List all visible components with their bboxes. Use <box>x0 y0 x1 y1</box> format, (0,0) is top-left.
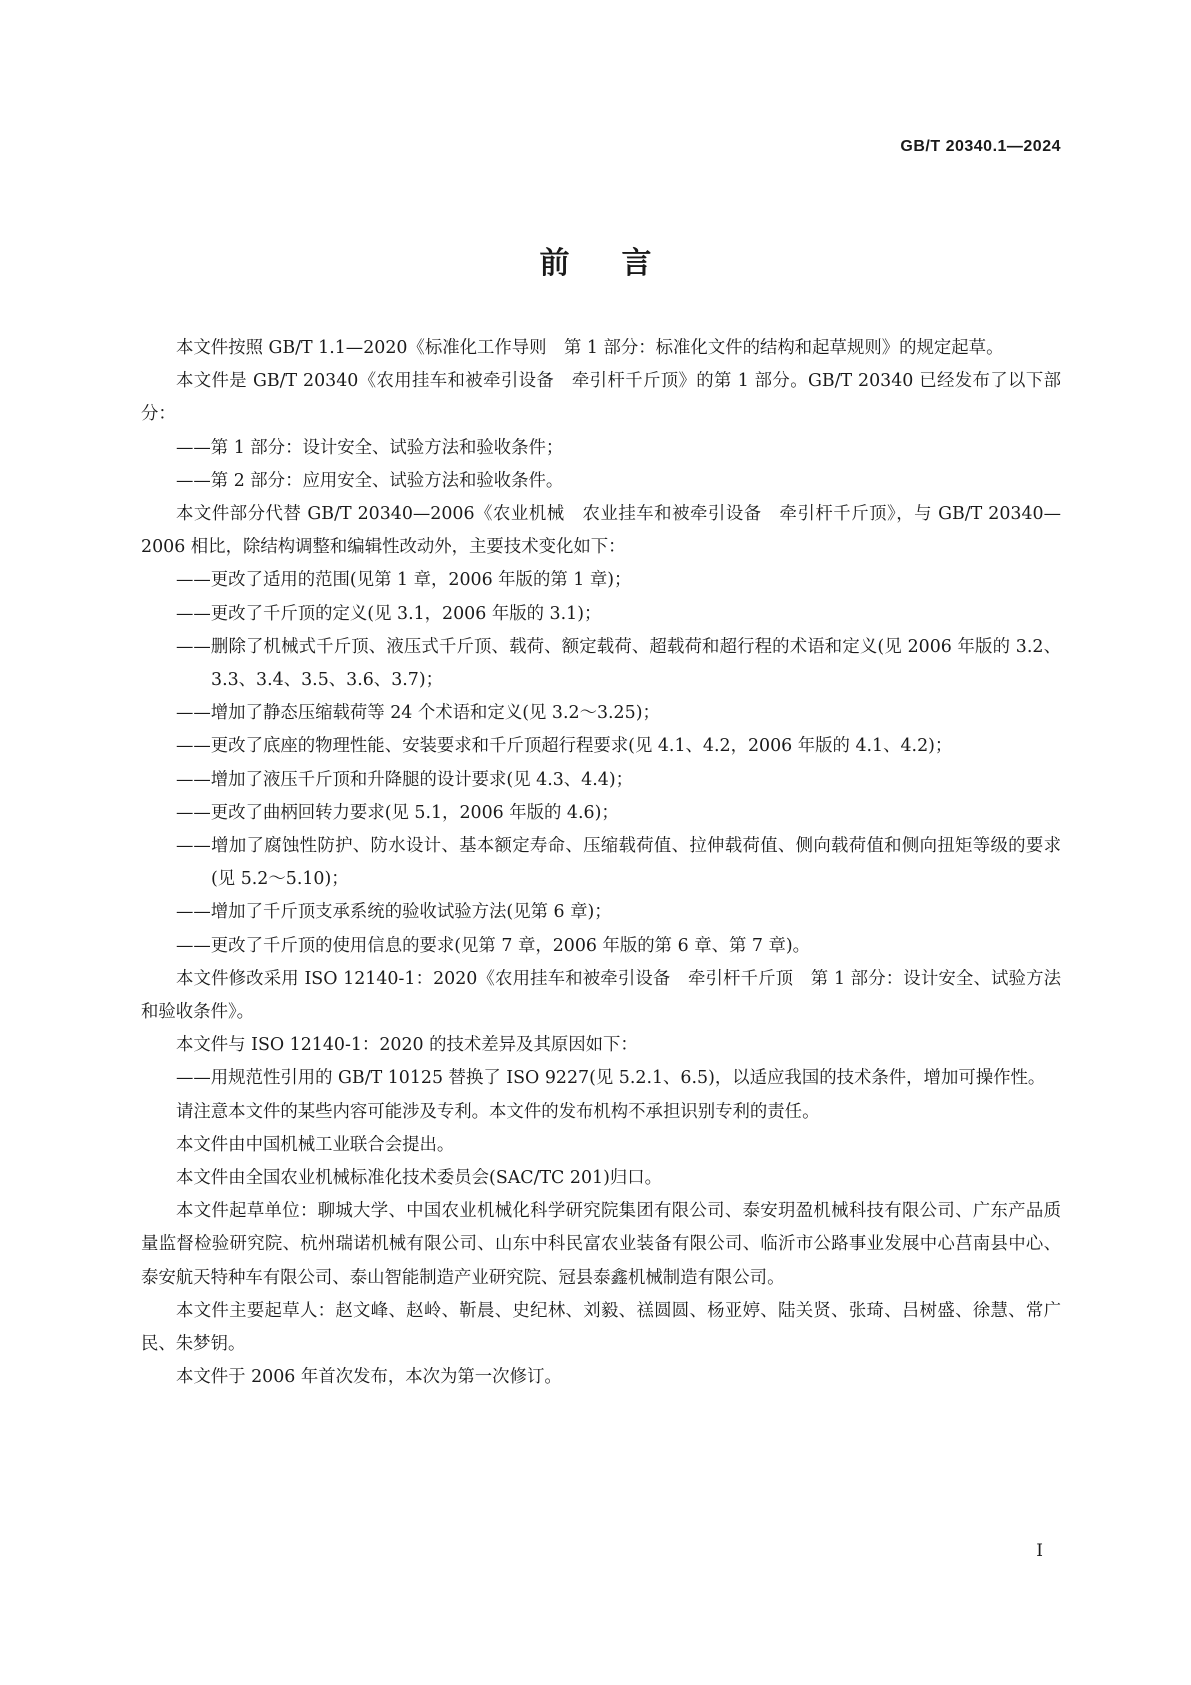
paragraph: 本文件由全国农业机械标准化技术委员会(SAC/TC 201)归口。 <box>176 1168 663 1189</box>
list-item: ——第 1 部分：设计安全、试验方法和验收条件； <box>176 437 564 458</box>
page-number: I <box>1036 1541 1043 1561</box>
paragraph: 本文件部分代替 GB/T 20340—2006《农业机械 农业挂车和被牵引设备 牵引杆千斤顶》，与 GB/T 20340—2006 相比，除结构调整和编辑性改动外，主要技术变化如下： <box>141 504 1061 558</box>
list-item: ——更改了千斤顶的使用信息的要求(见第 7 章，2006 年版的第 6 章、第 7 章)。 <box>176 935 811 956</box>
document-number: GB/T 20340.1—2024 <box>900 138 1061 155</box>
paragraph: 本文件修改采用 ISO 12140-1：2020《农用挂车和被牵引设备 牵引杆千斤顶 第 1 部分：设计安全、试验方法和验收条件》。 <box>141 968 1061 1023</box>
list-item: ——更改了适用的范围(见第 1 章，2006 年版的第 1 章)； <box>176 570 632 591</box>
foreword-body <box>141 332 1061 1395</box>
page-title: 前言 <box>539 246 704 281</box>
paragraph: 本文件由中国机械工业联合会提出。 <box>176 1134 455 1155</box>
list-item: ——增加了腐蚀性防护、防水设计、基本额定寿命、压缩载荷值、拉伸载荷值、侧向载荷值和侧向扭矩等级的要求(见 5.2～5.10)； <box>176 836 1061 890</box>
list-item: ——用规范性引用的 GB/T 10125 替换了 ISO 9227(见 5.2.1、6.5)，以适应我国的技术条件，增加可操作性。 <box>176 1068 1046 1089</box>
paragraph: 请注意本文件的某些内容可能涉及专利。本文件的发布机构不承担识别专利的责任。 <box>176 1101 820 1122</box>
list-item: ——更改了千斤顶的定义(见 3.1，2006 年版的 3.1)； <box>176 603 602 624</box>
list-item: ——增加了静态压缩载荷等 24 个术语和定义(见 3.2～3.25)； <box>176 703 660 724</box>
paragraph: 本文件主要起草人：赵文峰、赵岭、靳晨、史纪林、刘毅、禚圆圆、杨亚婷、陆关贤、张琦、吕树盛、徐慧、常广民、朱梦钥。 <box>141 1300 1061 1355</box>
list-item: ——更改了曲柄回转力要求(见 5.1，2006 年版的 4.6)； <box>176 802 619 823</box>
paragraph: 本文件与 ISO 12140-1：2020 的技术差异及其原因如下： <box>176 1035 638 1056</box>
list-item: ——更改了底座的物理性能、安装要求和千斤顶超行程要求(见 4.1、4.2，2006 年版的 4.1、4.2)； <box>176 736 953 757</box>
paragraph: 本文件起草单位：聊城大学、中国农业机械化科学研究院集团有限公司、泰安玥盈机械科技有限公司、广东产品质量监督检验研究院、杭州瑞诺机械有限公司、山东中科民富农业装备有限公司、临沂市公路事业发展中心莒南县中心、泰安航天特种车有限公司、泰山智能制造产业研究院、冠县泰鑫机械制造有限公司。 <box>141 1201 1061 1288</box>
list-item: ——增加了液压千斤顶和升降腿的设计要求(见 4.3、4.4)； <box>176 769 634 790</box>
paragraph: 本文件于 2006 年首次发布，本次为第一次修订。 <box>176 1367 562 1388</box>
paragraph: 本文件按照 GB/T 1.1—2020《标准化工作导则 第 1 部分：标准化文件的结构和起草规则》的规定起草。 <box>176 338 1004 358</box>
list-item: ——增加了千斤顶支承系统的验收试验方法(见第 6 章)； <box>176 902 612 923</box>
list-item: ——第 2 部分：应用安全、试验方法和验收条件。 <box>176 470 564 491</box>
list-item: ——删除了机械式千斤顶、液压式千斤顶、载荷、额定载荷、超载荷和超行程的术语和定义(见 2006 年版的 3.2、3.3、3.4、3.5、3.6、3.7)； <box>176 636 1061 691</box>
paragraph: 本文件是 GB/T 20340《农用挂车和被牵引设备 牵引杆千斤顶》的第 1 部分。GB/T 20340 已经发布了以下部分： <box>141 371 1061 425</box>
